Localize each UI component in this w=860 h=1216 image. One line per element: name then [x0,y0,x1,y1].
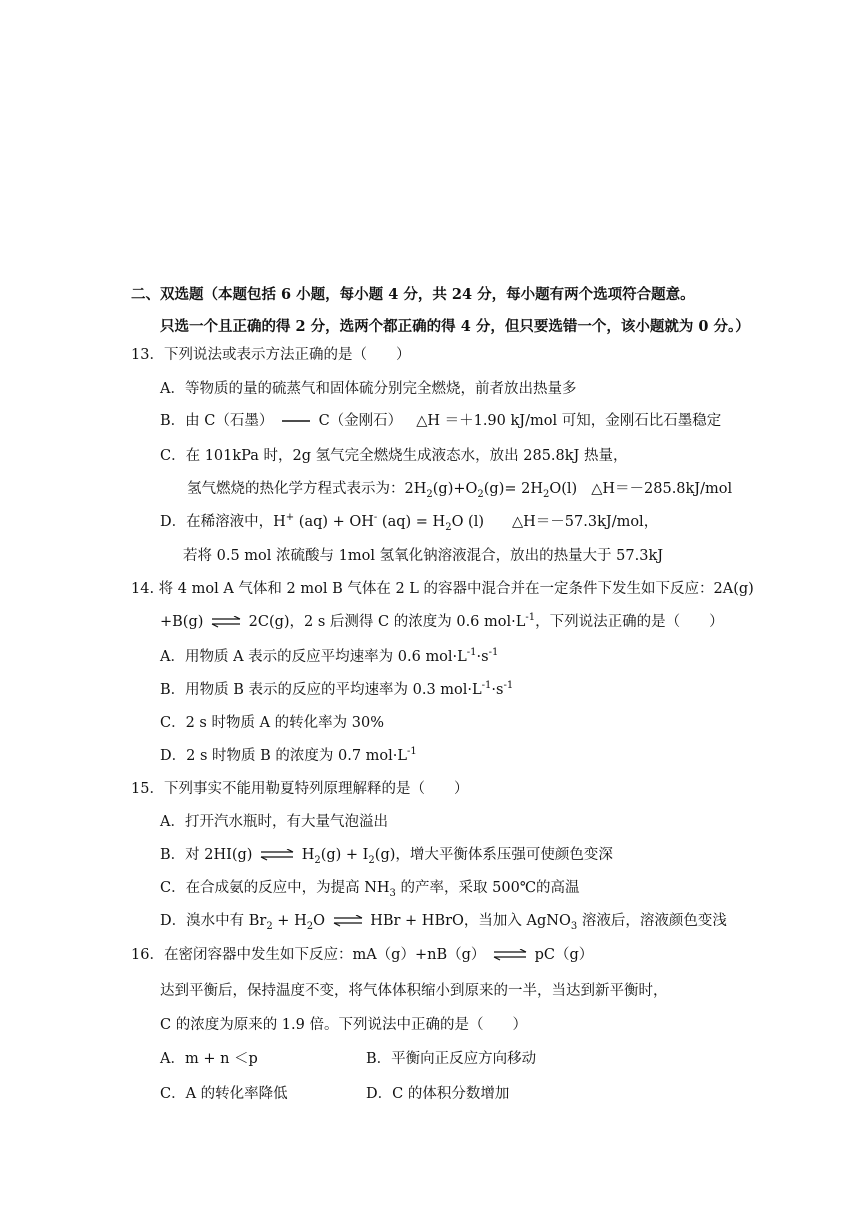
equilibrium-arrow-icon [333,915,363,927]
section-heading: 二、双选题（本题包括 6 小题，每小题 4 分，共 24 分，每小题有两个选项符合题意。 [131,286,695,303]
q13-option-b: B．由 C（石墨） C（金刚石） △H ＝＋1.90 kJ/mol 可知，金刚石比石墨稳定 [160,413,722,429]
q14-option-d: D．2 s 时物质 B 的浓度为 0.7 $mol\cdot L^{-1}$ [160,746,417,764]
section-rule: 只选一个且正确的得 2 分，选两个都正确的得 4 分，但只要选错一个，该小题就为 0 分。） [160,318,750,335]
q13-option-d-line1: D．在稀溶液中，H+ (aq) + OH- $(aq) = H_2O$ (l) △H＝－57.3kJ/mol， [160,512,659,533]
q14-option-a: A．用物质 A 表示的反应平均速率为 0.6 $mol\cdot L^{-1}\cdot s^{-1}$ [160,647,499,665]
q13-option-d-line2: 若将 0.5 mol 浓硫酸与 1mol 氢氧化钠溶液混合，放出的热量大于 57.3kJ [183,548,664,564]
q16-stem-line3: C 的浓度为原来的 1.9 倍。下列说法中正确的是（ ） [160,1017,527,1033]
q15-option-c: C．在合成氨的反应中，为提高 $NH_3$ 的产率，采取 500℃的高温 [160,880,580,899]
q14-option-b: B．用物质 B 表示的反应的平均速率为 0.3 $mol\cdot L^{-1}\cdot s^{-1}$ [160,680,514,698]
q15-stem: 15．下列事实不能用勒夏特列原理解释的是（ ） [131,781,469,797]
q14-option-c: C．2 s 时物质 A 的转化率为 30% [160,715,385,731]
q15-option-d: D．溴水中有 $Br_2 + H_2O$ HBr + HBrO，当加入 AgNO$_3$ 溶液后，溶液颜色变浅 [160,913,727,932]
q16-option-a: A．m + n ＜p [160,1051,258,1067]
q16-stem-line2: 达到平衡后，保持温度不变，将气体体积缩小到原来的一半，当达到新平衡时， [160,983,668,999]
q14-stem-line2: +B(g) 2C(g)，2 s 后测得 C 的浓度为 0.6 $mol\cdot L^{-1}$，下列说法正确的是（ ） [160,612,724,630]
equilibrium-arrow-icon [493,949,527,961]
equilibrium-arrow-icon [211,616,241,628]
q15-option-a: A．打开汽水瓶时，有大量气泡溢出 [160,814,388,830]
q13-option-c-line1: C．在 101kPa 时，2g 氢气完全燃烧生成液态水，放出 285.8kJ 热量， [160,448,628,464]
q16-option-d: D．C 的体积分数增加 [366,1086,510,1102]
q15-option-b: B．对 2HI(g) $H_2(g) + I_2(g)$，增大平衡体系压强可使颜色变深 [160,847,613,866]
equal-bar-icon [281,417,311,425]
q13-stem: 13．下列说法或表示方法正确的是（ ） [131,347,411,363]
q13-option-c-line2: 氢气燃烧的热化学方程式表示为：$2H_2(g)+O_2(g)= 2H_2O(l)$ △H＝－285.8kJ/mol [187,481,733,500]
q14-stem-line1: 14. 将 4 mol A 气体和 2 mol B 气体在 2 L 的容器中混合并在一定条件下发生如下反应：2A(g) [131,581,754,597]
q16-stem: 16．在密闭容器中发生如下反应：mA（g）+nB（g） pC（g） [131,947,594,963]
equilibrium-arrow-icon [260,849,294,861]
q13-option-a: A．等物质的量的硫蒸气和固体硫分别完全燃烧，前者放出热量多 [160,381,577,397]
q16-option-b: B．平衡向正反应方向移动 [366,1051,537,1067]
q16-option-c: C．A 的转化率降低 [160,1086,288,1102]
